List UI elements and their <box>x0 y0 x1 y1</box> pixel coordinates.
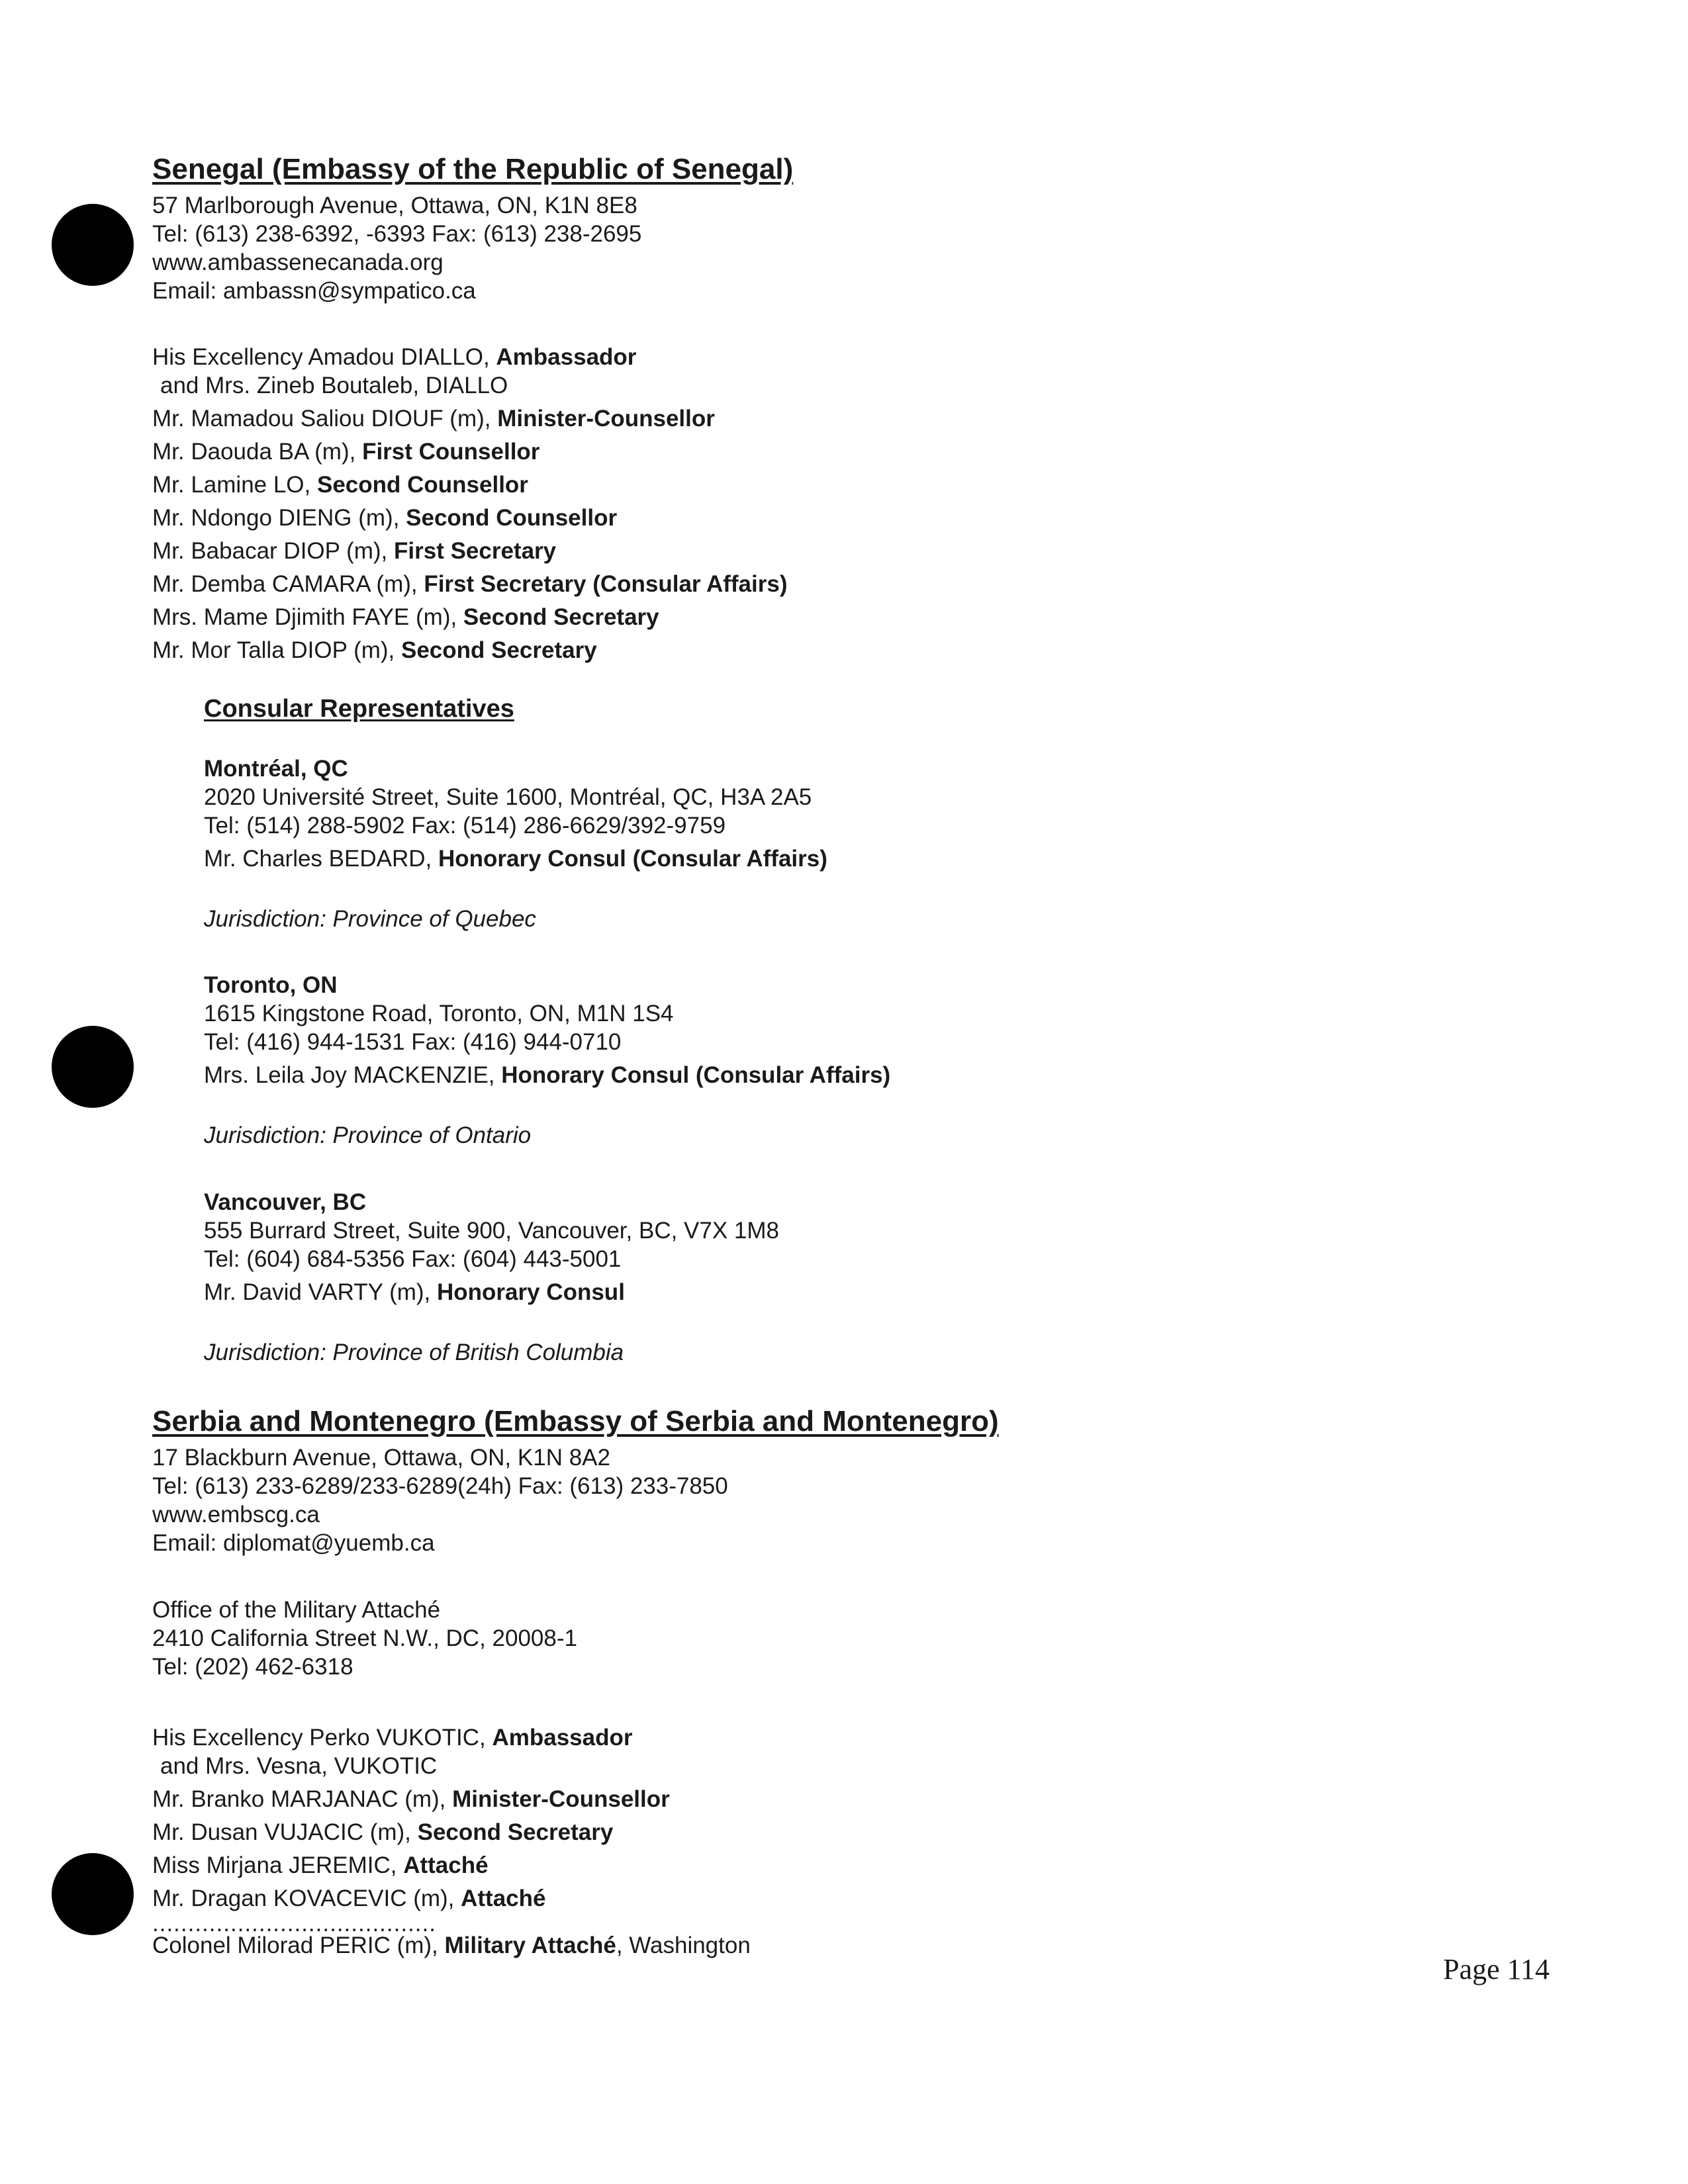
person-name: Mr. Branko MARJANAC (m), <box>152 1786 453 1812</box>
office-jurisdiction: Jurisdiction: Province of British Columbia <box>204 1340 624 1365</box>
office-jurisdiction: Jurisdiction: Province of Quebec <box>204 906 536 932</box>
serbia-contact <box>152 1443 728 1557</box>
office-address: 555 Burrard Street, Suite 900, Vancouver, BC, V7X 1M8 <box>204 1218 780 1244</box>
office-consul <box>204 1061 890 1089</box>
binder-hole-middle <box>52 1026 134 1108</box>
office-city: Toronto, ON <box>204 972 338 998</box>
person-title: Second Secretary <box>463 604 659 630</box>
person-location: , Washington <box>616 1933 751 1958</box>
military-office-phone: Tel: (202) 462-6318 <box>152 1654 353 1680</box>
person-title: Minister-Counsellor <box>452 1786 670 1812</box>
person-name: Mr. Mamadou Saliou DIOUF (m), <box>152 406 498 432</box>
staff-line <box>152 1851 751 1880</box>
staff-line <box>152 603 787 631</box>
person-title: First Secretary (Consular Affairs) <box>424 571 788 597</box>
person-name: Miss Mirjana JEREMIC, <box>152 1852 404 1878</box>
binder-hole-bottom <box>52 1853 134 1935</box>
page-number: Page 114 <box>1443 1953 1550 1985</box>
staff-line <box>152 504 787 532</box>
office-phone: Tel: (604) 684-5356 Fax: (604) 443-5001 <box>204 1246 622 1272</box>
office-address: 2020 Université Street, Suite 1600, Montréal, QC, H3A 2A5 <box>204 784 812 810</box>
office-phone: Tel: (514) 288-5902 Fax: (514) 286-6629/392-9759 <box>204 813 726 839</box>
office-address: 1615 Kingstone Road, Toronto, ON, M1N 1S4 <box>204 1001 674 1026</box>
person-title: Ambassador <box>496 344 637 370</box>
serbia-phone: Tel: (613) 233-6289/233-6289(24h) Fax: (613) 233-7850 <box>152 1473 728 1499</box>
senegal-address: 57 Marlborough Avenue, Ottawa, ON, K1N 8E8 <box>152 193 637 218</box>
binder-hole-top <box>52 204 134 286</box>
office-city: Vancouver, BC <box>204 1189 367 1215</box>
person-name: Mr. Dragan KOVACEVIC (m), <box>152 1886 461 1911</box>
senegal-contact <box>152 191 641 305</box>
staff-line <box>152 636 787 664</box>
person-title: Second Secretary <box>400 637 597 663</box>
serbia-spouse: and Mrs. Vesna, VUKOTIC <box>160 1753 438 1779</box>
person-title: Second Counsellor <box>406 505 618 531</box>
staff-line <box>152 537 787 565</box>
person-title: Second Counsellor <box>316 472 528 498</box>
serbia-ambassador <box>152 1723 751 1752</box>
person-name: Mr. Charles BEDARD, <box>204 846 438 872</box>
person-name: Mr. Daouda BA (m), <box>152 439 363 465</box>
military-attache-office <box>152 1596 577 1681</box>
person-title: Honorary Consul (Consular Affairs) <box>501 1062 891 1088</box>
person-name: Mrs. Leila Joy MACKENZIE, <box>204 1062 502 1088</box>
office-consul <box>204 1278 779 1306</box>
senegal-phone: Tel: (613) 238-6392, -6393 Fax: (613) 238-2695 <box>152 221 642 247</box>
military-office-address: 2410 California Street N.W., DC, 20008-1 <box>152 1625 577 1651</box>
person-title: First Counsellor <box>362 439 540 465</box>
serbia-website: www.embscg.ca <box>152 1502 320 1527</box>
office-phone: Tel: (416) 944-1531 Fax: (416) 944-0710 <box>204 1029 622 1055</box>
office-consul <box>204 844 827 873</box>
person-title: First Secretary <box>394 538 557 564</box>
military-attache-line <box>152 1931 751 1960</box>
serbia-address: 17 Blackburn Avenue, Ottawa, ON, K1N 8A2 <box>152 1445 610 1471</box>
person-name: Mr. Dusan VUJACIC (m), <box>152 1819 418 1845</box>
serbia-heading: Serbia and Montenegro (Embassy of Serbia and Montenegro) <box>152 1405 999 1437</box>
military-office-label: Office of the Military Attaché <box>152 1597 441 1623</box>
staff-line <box>152 1818 751 1846</box>
person-name: Mr. David VARTY (m), <box>204 1279 437 1305</box>
staff-line <box>152 1884 751 1913</box>
person-name: His Excellency Perko VUKOTIC, <box>152 1725 492 1751</box>
staff-line <box>152 471 787 499</box>
staff-line <box>152 570 787 598</box>
consular-office-vancouver <box>204 1188 779 1367</box>
person-name: Mr. Mor Talla DIOP (m), <box>152 637 401 663</box>
consular-office-toronto <box>204 971 890 1150</box>
dotted-separator: ........................................ <box>152 1911 436 1936</box>
person-title: Honorary Consul (Consular Affairs) <box>438 846 827 872</box>
office-city: Montréal, QC <box>204 756 348 782</box>
person-name: Colonel Milorad PERIC (m), <box>152 1933 445 1958</box>
person-title: Attaché <box>403 1852 489 1878</box>
senegal-spouse: and Mrs. Zineb Boutaleb, DIALLO <box>160 373 508 398</box>
consular-office-montreal <box>204 754 827 933</box>
person-name: His Excellency Amadou DIALLO, <box>152 344 496 370</box>
person-name: Mrs. Mame Djimith FAYE (m), <box>152 604 463 630</box>
staff-line <box>152 1785 751 1813</box>
staff-line <box>152 404 787 433</box>
serbia-staff-list <box>152 1723 751 1960</box>
senegal-website: www.ambassenecanada.org <box>152 250 444 275</box>
senegal-staff-list <box>152 343 787 664</box>
office-jurisdiction: Jurisdiction: Province of Ontario <box>204 1122 532 1148</box>
senegal-heading: Senegal (Embassy of the Republic of Senegal) <box>152 153 794 185</box>
person-title: Honorary Consul <box>437 1279 625 1305</box>
person-title: Minister-Counsellor <box>497 406 715 432</box>
person-title: Military Attaché <box>444 1933 616 1958</box>
person-name: Mr. Ndongo DIENG (m), <box>152 505 406 531</box>
person-title: Ambassador <box>492 1725 633 1751</box>
person-name: Mr. Lamine LO, <box>152 472 317 498</box>
senegal-ambassador <box>152 343 787 371</box>
person-name: Mr. Babacar DIOP (m), <box>152 538 394 564</box>
person-name: Mr. Demba CAMARA (m), <box>152 571 424 597</box>
person-title: Second Secretary <box>417 1819 614 1845</box>
staff-line <box>152 437 787 466</box>
senegal-email: Email: ambassn@sympatico.ca <box>152 278 476 304</box>
serbia-email: Email: diplomat@yuemb.ca <box>152 1530 435 1556</box>
consular-heading: Consular Representatives <box>204 695 514 723</box>
person-title: Attaché <box>461 1886 546 1911</box>
